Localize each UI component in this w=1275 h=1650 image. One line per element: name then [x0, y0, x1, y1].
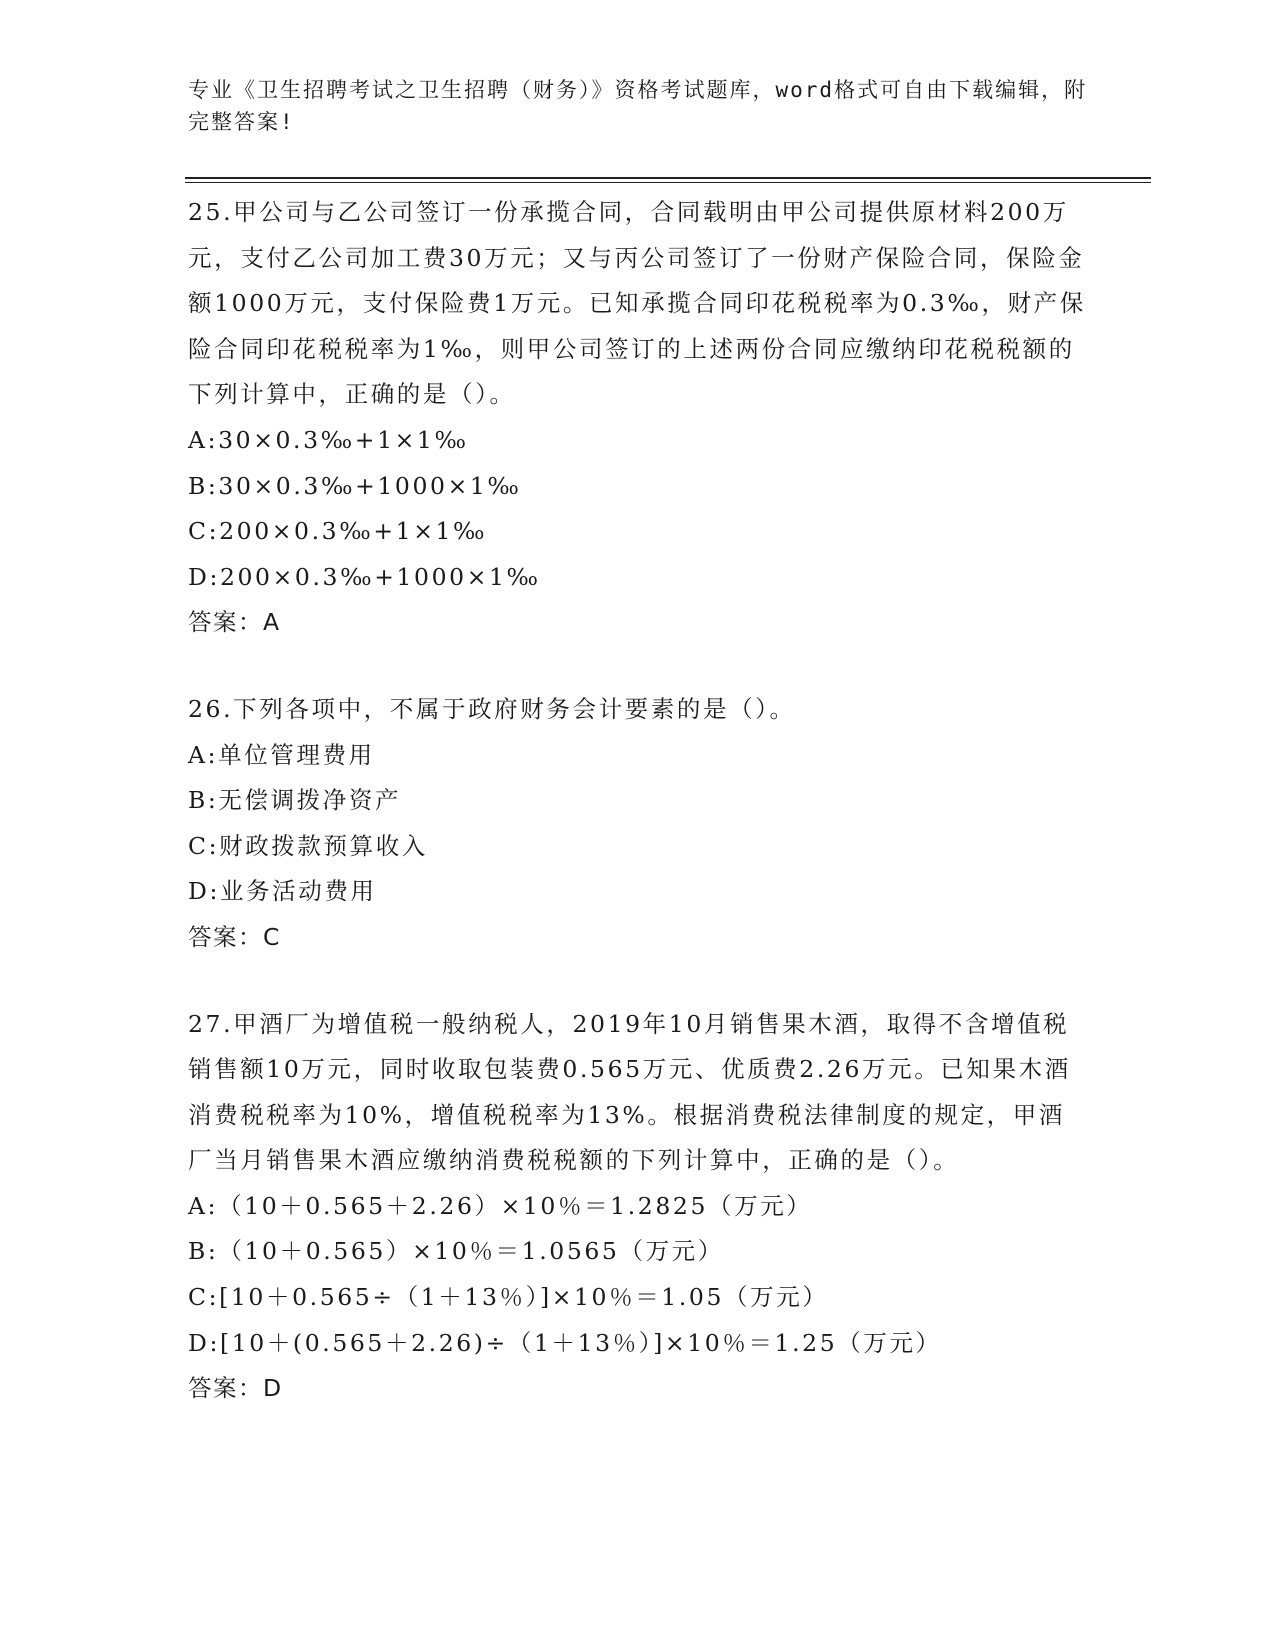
header-divider-thin: [185, 182, 1151, 183]
answer-label: 答案：C: [188, 922, 281, 951]
option-b: B:（10＋0.565）×10％＝1.0565（万元）: [188, 1237, 724, 1266]
question-stem: 26.下列各项中，不属于政府财务会计要素的是（）。: [188, 694, 796, 723]
option-d: D:[10＋(0.565＋2.26)÷（1＋13％）]×10％＝1.25（万元）: [188, 1328, 942, 1357]
question-stem: 25.甲公司与乙公司签订一份承揽合同，合同载明由甲公司提供原材料200万元，支付乙公司加工费30万元；又与丙公司签订了一份财产保险合同，保险金额1000万元，支付保险费1万元。已知承揽合同印花税税率为0.3‰，财产保险合同印花税税率为1‰，则甲公司签订的上述两份合同应缴纳印花税税额的下列计算中，正确的是（）。: [188, 198, 1086, 409]
question-25: [188, 190, 1088, 646]
option-a: A:（10＋0.565＋2.26）×10％＝1.2825（万元）: [188, 1191, 813, 1220]
option-c: C:200×0.3‰+1×1‰: [188, 517, 488, 546]
option-b: B:无偿调拨净资产: [188, 786, 402, 815]
document-header: [188, 74, 1088, 138]
answer-label: 答案：D: [188, 1374, 283, 1403]
option-c: C:财政拨款预算收入: [188, 831, 428, 860]
header-divider-thick: [185, 177, 1151, 179]
question-26: [188, 687, 1088, 961]
option-b: B:30×0.3‰+1000×1‰: [188, 471, 522, 500]
option-d: D:200×0.3‰+1000×1‰: [188, 562, 541, 591]
question-list: [188, 190, 1088, 1453]
question-27: [188, 1002, 1088, 1412]
option-d: D:业务活动费用: [188, 877, 377, 906]
option-c: C:[10＋0.565÷（1＋13％）]×10％＝1.05（万元）: [188, 1283, 829, 1312]
header-text: 专业《卫生招聘考试之卫生招聘（财务）》资格考试题库，word格式可自由下载编辑，附完整答案!: [188, 78, 1088, 134]
option-a: A:30×0.3‰+1×1‰: [188, 425, 469, 454]
option-a: A:单位管理费用: [188, 740, 375, 769]
answer-label: 答案：A: [188, 608, 281, 637]
question-stem: 27.甲酒厂为增值税一般纳税人，2019年10月销售果木酒，取得不含增值税销售额10万元，同时收取包装费0.565万元、优质费2.26万元。已知果木酒消费税税率为10%，增值税税率为13%。根据消费税法律制度的规定，甲酒厂当月销售果木酒应缴纳消费税税额的下列计算中，正确的是（）。: [188, 1009, 1071, 1175]
